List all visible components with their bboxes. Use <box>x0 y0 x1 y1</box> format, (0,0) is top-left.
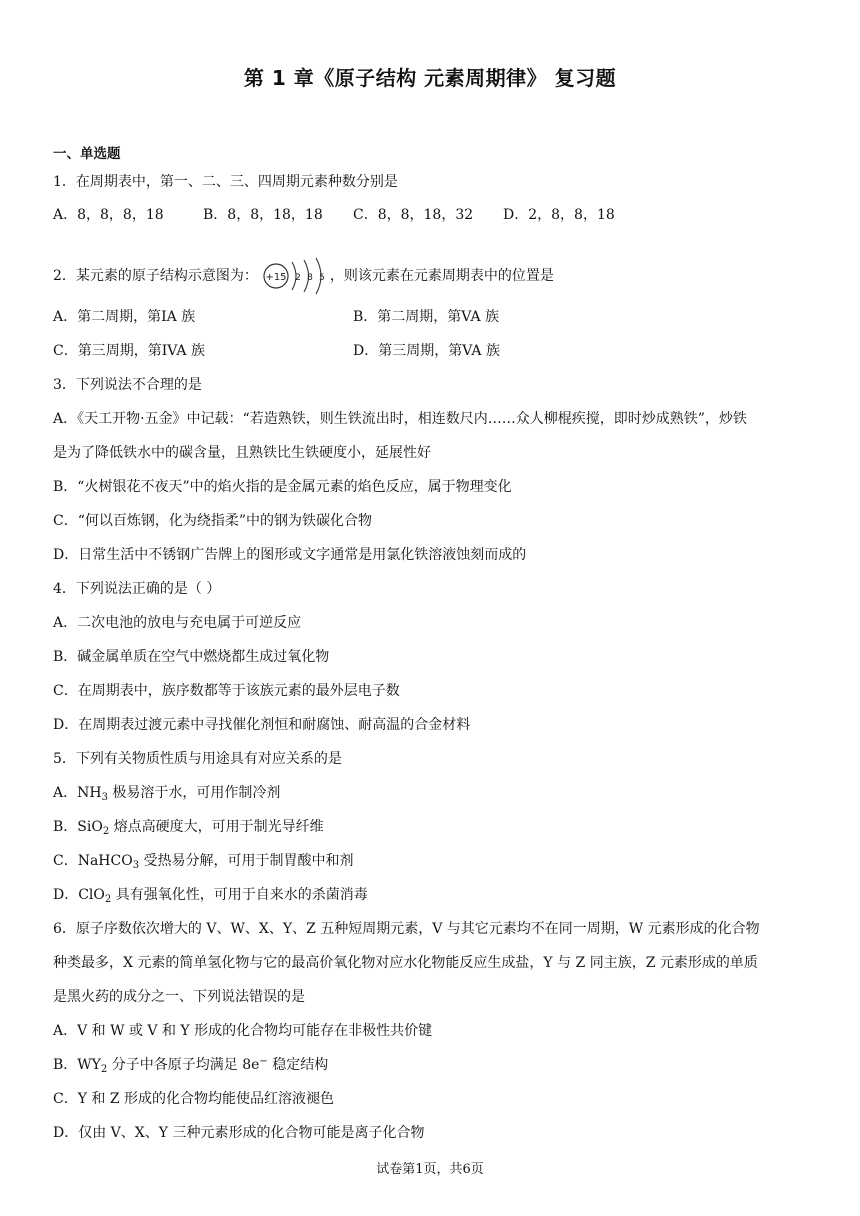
q5-b-formula: B．SiO <box>53 819 103 835</box>
q6-option-a: A．V 和 W 或 V 和 Y 形成的化合物均可能存在非极性共价键 <box>53 1023 433 1039</box>
q2-option-b: B．第二周期，第VA 族 <box>353 309 500 325</box>
q2-stem-pre: 2．某元素的原子结构示意图为： <box>53 268 258 284</box>
q6-option-d: D．仅由 V、X、Y 三种元素形成的化合物可能是离子化合物 <box>53 1125 425 1141</box>
q5-b-subscript: 2 <box>102 826 110 837</box>
shell-3-electrons: 5 <box>319 273 325 283</box>
page-title: 第 1 章《原子结构 元素周期律》 复习题 <box>243 66 617 90</box>
q1-option-c: C．8，8，18，32 <box>353 207 474 223</box>
q5-option-a <box>53 783 280 803</box>
q4-option-d: D．在周期表过渡元素中寻找催化剂恒和耐腐蚀、耐高温的合金材料 <box>53 717 471 733</box>
q3-option-b: B．“火树银花不夜天”中的焰火指的是金属元素的焰色反应，属于物理变化 <box>53 479 512 495</box>
q2-stem-post: ，则该元素在元素周期表中的位置是 <box>329 268 554 284</box>
shell-2-electrons: 8 <box>307 273 313 283</box>
q5-c-text: 受热易分解，可用于制胃酸中和剂 <box>139 853 354 869</box>
q6-b-text-end: 稳定结构 <box>267 1057 329 1073</box>
q5-d-formula: D．ClO <box>53 887 105 903</box>
question-6-stem-line2: 种类最多，X 元素的简单氢化物与它的最高价氧化物对应水化物能反应生成盐，Y 与 Z 同主族，Z 元素形成的单质 <box>53 955 758 971</box>
q2-option-a: A．第二周期，第IA 族 <box>53 309 196 325</box>
q5-d-subscript: 2 <box>104 894 112 905</box>
q2-option-c: C．第三周期，第IVA 族 <box>53 343 205 359</box>
q1-option-d: D．2，8，8，18 <box>503 207 615 223</box>
q3-option-a-line1: A．《天工开物·五金》中记载：“若造熟铁，则生铁流出时，相连数尺内……众人柳棍疾搅，即时炒成熟铁”，炒铁 <box>53 411 747 427</box>
q5-option-b <box>53 817 324 837</box>
q3-option-a-line2: 是为了降低铁水中的碳含量，且熟铁比生铁硬度小，延展性好 <box>53 445 431 461</box>
question-1-stem: 1．在周期表中，第一、二、三、四周期元素种数分别是 <box>53 174 398 190</box>
q5-b-text: 熔点高硬度大，可用于制光导纤维 <box>109 819 324 835</box>
q6-option-b <box>53 1055 328 1075</box>
nucleus-charge: +15 <box>265 272 287 283</box>
atom-structure-diagram <box>260 256 328 296</box>
shell-1-electrons: 2 <box>295 273 301 283</box>
q5-d-text: 具有强氧化性，可用于自来水的杀菌消毒 <box>111 887 368 903</box>
page-footer: 试卷第1页，共6页 <box>376 1162 484 1177</box>
q5-option-d <box>53 885 368 905</box>
q4-option-b: B．碱金属单质在空气中燃烧都生成过氧化物 <box>53 649 330 665</box>
q6-b-text: 分子中各原子均满足 8e <box>107 1057 260 1073</box>
q5-c-subscript: 3 <box>132 860 140 871</box>
question-6-stem-line1: 6．原子序数依次增大的 V、W、X、Y、Z 五种短周期元素，V 与其它元素均不在同一周期，W 元素形成的化合物 <box>53 921 760 937</box>
q5-c-formula: C．NaHCO <box>53 853 133 869</box>
section-heading: 一、单选题 <box>53 146 121 162</box>
q6-b-superscript: − <box>259 1056 268 1067</box>
q3-option-d: D．日常生活中不锈钢广告牌上的图形或文字通常是用氯化铁溶液蚀刻而成的 <box>53 547 527 563</box>
q4-option-c: C．在周期表中，族序数都等于该族元素的最外层电子数 <box>53 683 400 699</box>
question-5-stem: 5．下列有关物质性质与用途具有对应关系的是 <box>53 751 342 767</box>
q5-a-formula: A．NH <box>53 785 102 801</box>
question-4-stem: 4．下列说法正确的是（ ） <box>53 581 221 597</box>
question-6-stem-line3: 是黑火药的成分之一、下列说法错误的是 <box>53 989 305 1005</box>
q6-b-formula: B．WY <box>53 1057 101 1073</box>
question-2-stem <box>53 256 554 296</box>
q1-option-a: A．8，8，8，18 <box>53 207 164 223</box>
q4-option-a: A．二次电池的放电与充电属于可逆反应 <box>53 615 302 631</box>
q5-option-c <box>53 851 354 871</box>
q3-option-c: C．“何以百炼钢，化为绕指柔”中的钢为铁碳化合物 <box>53 513 373 529</box>
q5-a-text: 极易溶于水，可用作制冷剂 <box>107 785 281 801</box>
q6-b-subscript: 2 <box>100 1064 108 1075</box>
q5-a-subscript: 3 <box>101 792 108 803</box>
q1-option-b: B．8，8，18，18 <box>203 207 323 223</box>
q2-option-d: D．第三周期，第VA 族 <box>353 343 500 359</box>
question-3-stem: 3．下列说法不合理的是 <box>53 377 202 393</box>
q6-option-c: C．Y 和 Z 形成的化合物均能使品红溶液褪色 <box>53 1091 335 1107</box>
